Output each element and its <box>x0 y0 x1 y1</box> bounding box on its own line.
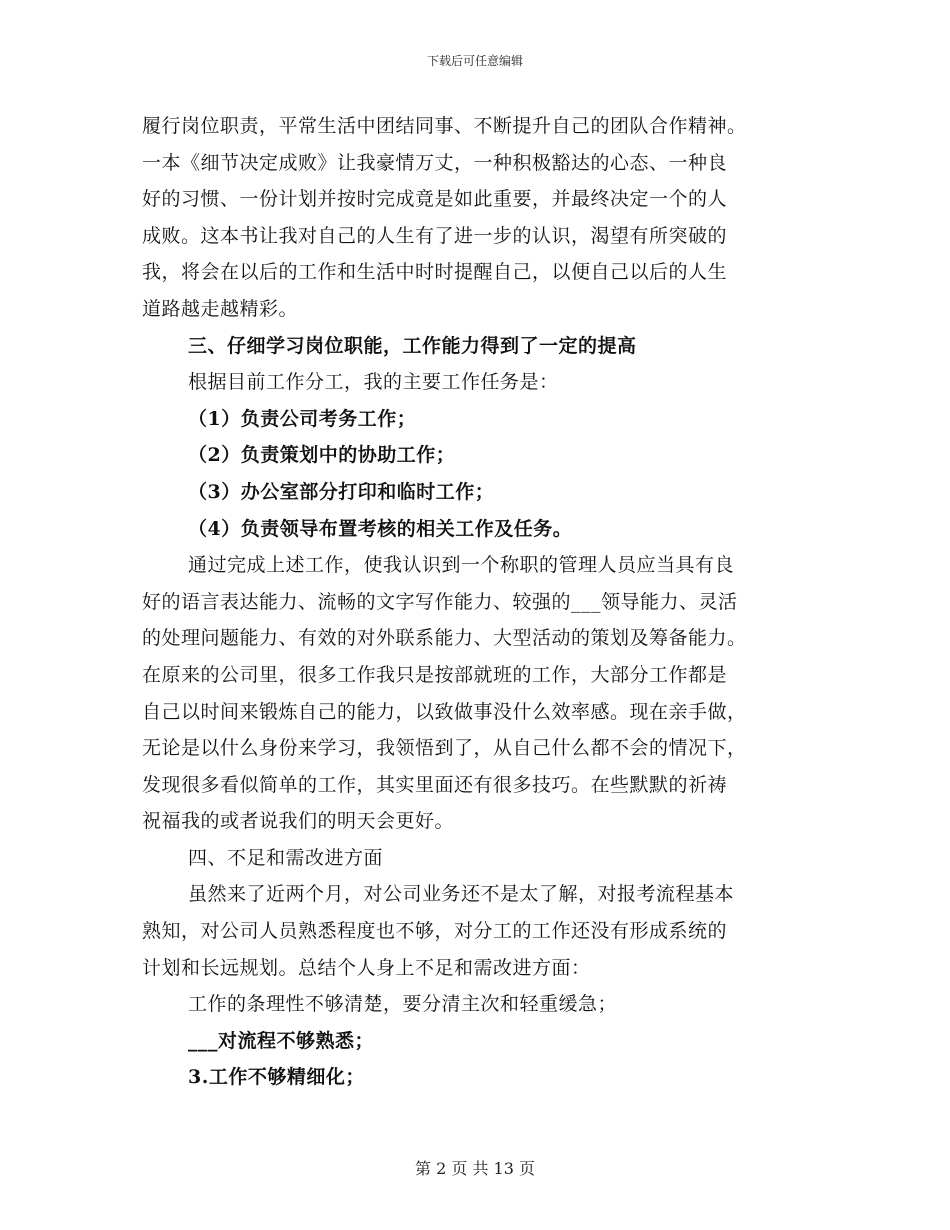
paragraph-line: 好的语言表达能力、流畅的文字写作能力、较强的___领导能力、灵活 <box>142 590 738 613</box>
paragraph-line: 在原来的公司里，很多工作我只是按部就班的工作，大部分工作都是 <box>142 663 728 686</box>
paragraph-line: 发现很多看似简单的工作，其实里面还有很多技巧。在些默默的祈祷 <box>142 773 728 796</box>
list-item: （4）负责领导布置考核的相关工作及任务。 <box>188 517 573 540</box>
paragraph-line: 成败。这本书让我对自己的人生有了进一步的认识，渴望有所突破的 <box>142 224 728 247</box>
list-item: （3）办公室部分打印和临时工作； <box>188 480 495 503</box>
list-item: （1）负责公司考务工作； <box>188 407 417 430</box>
paragraph-line: 道路越走越精彩。 <box>142 297 299 320</box>
paragraph-line: 一本《细节决定成败》让我豪情万丈，一种积极豁达的心态、一种良 <box>142 151 728 174</box>
paragraph-line: 虽然来了近两个月，对公司业务还不是太了解，对报考流程基本 <box>188 883 735 906</box>
list-item: 3.工作不够精细化； <box>188 1066 365 1089</box>
paragraph-line: 的处理问题能力、有效的对外联系能力、大型活动的策划及筹备能力。 <box>142 627 747 650</box>
paragraph-line: 熟知，对公司人员熟悉程度也不够，对分工的工作还没有形成系统的 <box>142 920 728 943</box>
paragraph-line: 自己以时间来锻炼自己的能力，以致做事没什么效率感。现在亲手做， <box>142 700 747 723</box>
paragraph-line: 通过完成上述工作，使我认识到一个称职的管理人员应当具有良 <box>188 554 735 577</box>
section-heading: 四、不足和需改进方面 <box>188 846 384 869</box>
paragraph-line: 我，将会在以后的工作和生活中时时提醒自己，以便自己以后的人生 <box>142 261 728 284</box>
page-header-note: 下载后可任意编辑 <box>426 54 523 68</box>
paragraph-line: 祝福我的或者说我们的明天会更好。 <box>142 810 455 833</box>
list-item: ___对流程不够熟悉； <box>188 1029 375 1052</box>
paragraph-line: 履行岗位职责，平常生活中团结同事、不断提升自己的团队合作精神。 <box>142 115 747 137</box>
page-number: 第 2 页 共 13 页 <box>415 1159 535 1178</box>
list-item: 工作的条理性不够清楚，要分清主次和轻重缓急； <box>188 993 618 1016</box>
list-item: （2）负责策划中的协助工作； <box>188 444 456 467</box>
paragraph-line: 计划和长远规划。总结个人身上不足和需改进方面： <box>142 956 591 979</box>
section-heading: 三、仔细学习岗位职能，工作能力得到了一定的提高 <box>188 334 637 357</box>
paragraph-line: 无论是以什么身份来学习，我领悟到了，从自己什么都不会的情况下， <box>142 737 747 760</box>
paragraph-line: 好的习惯、一份计划并按时完成竟是如此重要，并最终决定一个的人 <box>142 188 728 211</box>
paragraph-line: 根据目前工作分工，我的主要工作任务是： <box>188 371 559 394</box>
document-body <box>142 108 810 1096</box>
